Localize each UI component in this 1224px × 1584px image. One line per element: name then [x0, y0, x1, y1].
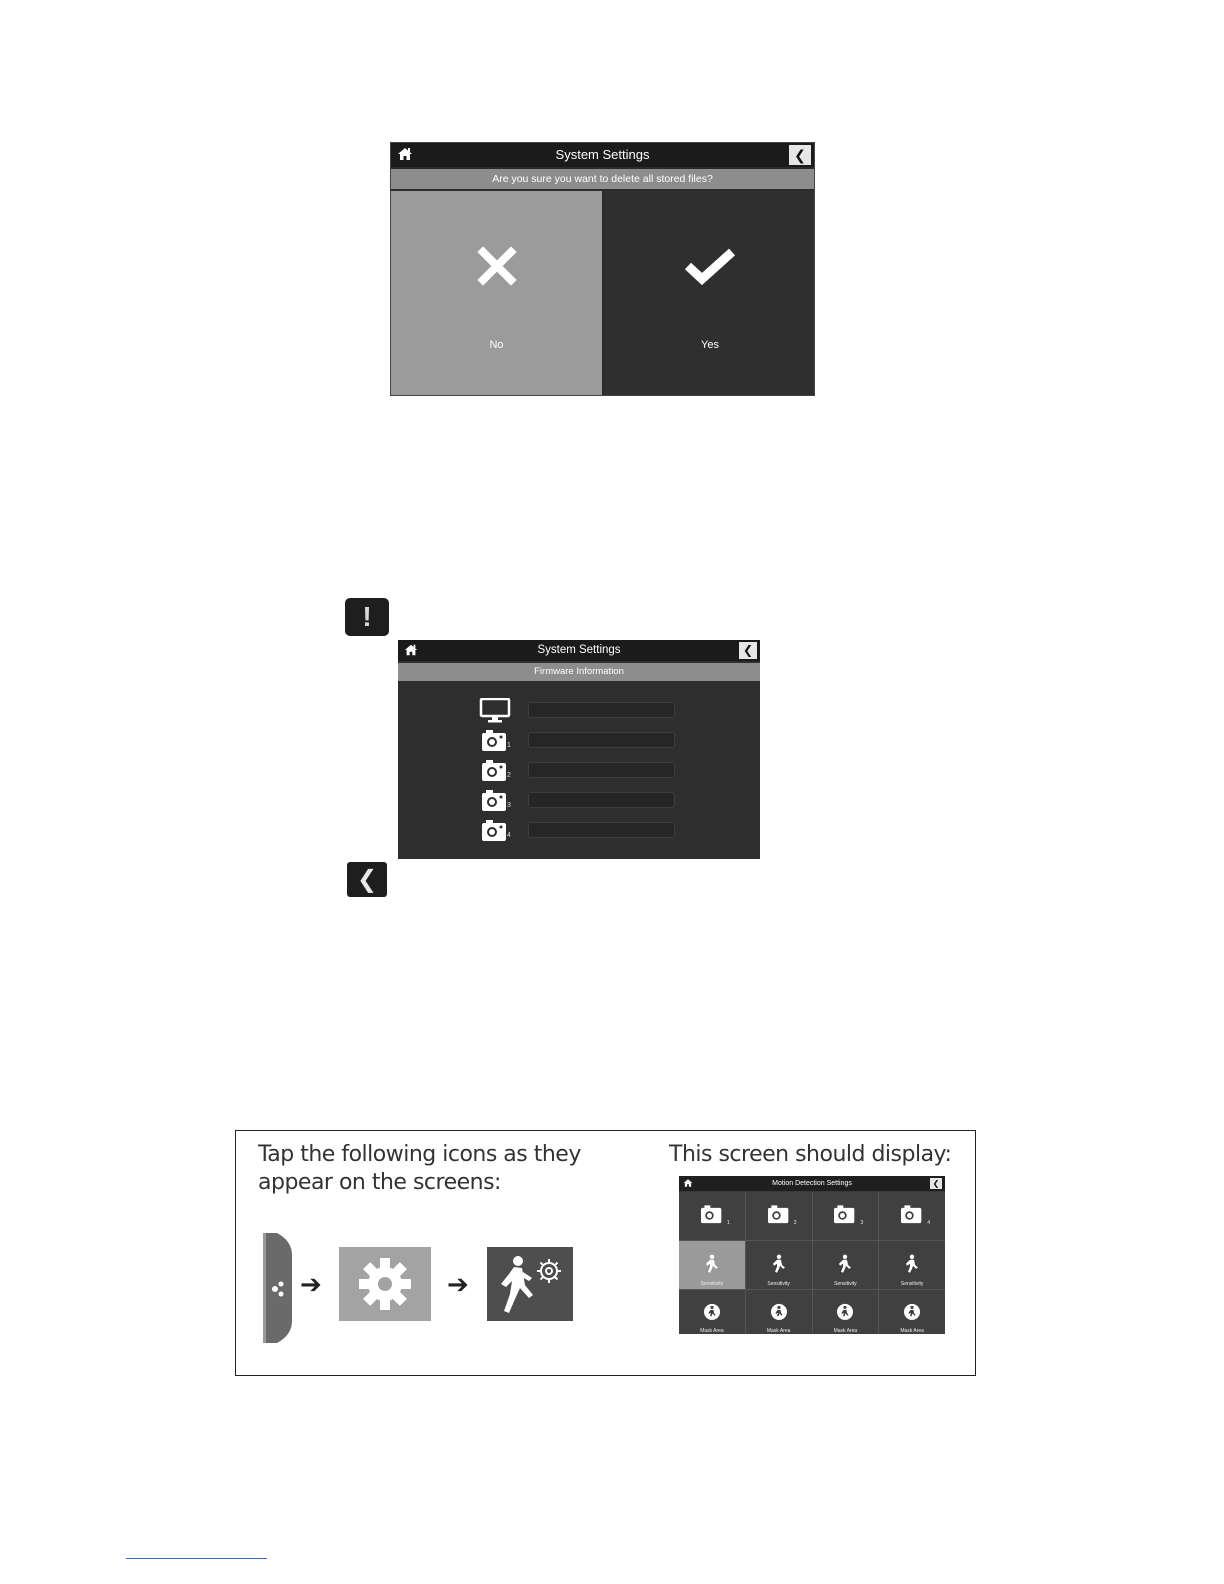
- sensitivity-label: Sensitivity: [700, 1281, 724, 1287]
- motion-settings-icon: [487, 1247, 573, 1321]
- firmware-subtitle: Firmware Information: [398, 663, 760, 681]
- mask-area-icon: [836, 1303, 854, 1321]
- mask-area-label: Mask Area: [766, 1328, 791, 1334]
- sensitivity-tile-4[interactable]: [879, 1241, 945, 1289]
- camera-tile-4[interactable]: [879, 1192, 945, 1240]
- instruction-box: [235, 1130, 976, 1376]
- yes-label: Yes: [701, 339, 719, 351]
- camera-tile-3[interactable]: [813, 1192, 879, 1240]
- mask-area-label: Mask Area: [900, 1328, 924, 1334]
- mask-area-tile-2[interactable]: [746, 1290, 812, 1334]
- camera-tile-1[interactable]: [679, 1192, 745, 1240]
- back-button[interactable]: ❮: [739, 642, 757, 659]
- version-field: [528, 822, 675, 838]
- row-number: 4: [507, 832, 511, 839]
- row-number: 1: [507, 742, 511, 749]
- result-heading: This screen should display:: [669, 1142, 952, 1167]
- sensitivity-tile-3[interactable]: [813, 1241, 879, 1289]
- back-button[interactable]: ❮: [930, 1178, 942, 1189]
- version-field: [528, 702, 675, 718]
- arrow-icon: ➔: [300, 1269, 322, 1299]
- motion-detection-screen: [679, 1176, 945, 1334]
- mask-area-label: Mask Area: [833, 1328, 858, 1334]
- side-tab-icon: [263, 1233, 292, 1343]
- camera-number: 4: [927, 1220, 931, 1226]
- close-icon: [391, 241, 602, 295]
- camera-icon: [764, 1204, 794, 1226]
- sensitivity-label: Sensitivity: [834, 1281, 857, 1287]
- version-field: [528, 762, 675, 778]
- arrow-icon: ➔: [447, 1269, 469, 1299]
- screen-title: System Settings: [537, 644, 621, 656]
- title-bar: [679, 1176, 945, 1191]
- version-field: [528, 732, 675, 748]
- check-icon: [604, 241, 815, 295]
- no-button[interactable]: [391, 191, 602, 396]
- instruction-heading: Tap the following icons as they appear on the screens:: [258, 1142, 581, 1195]
- camera-number: 1: [727, 1220, 730, 1226]
- no-label: No: [489, 339, 504, 351]
- version-field: [528, 792, 675, 808]
- mask-area-tile-4[interactable]: [879, 1290, 945, 1334]
- back-arrow-icon[interactable]: ❮: [347, 862, 387, 897]
- mask-area-icon: [770, 1303, 788, 1321]
- camera-icon: [478, 788, 512, 814]
- title-bar: [391, 143, 814, 167]
- gear-icon: [339, 1247, 431, 1321]
- mask-area-tile-1[interactable]: [679, 1290, 745, 1334]
- screen-title: System Settings: [555, 147, 650, 162]
- yes-button[interactable]: [604, 191, 815, 396]
- motion-icon: [704, 1254, 720, 1274]
- screen-title: Motion Detection Settings: [772, 1180, 852, 1187]
- camera-number: 2: [793, 1220, 797, 1226]
- row-number: 3: [507, 802, 511, 809]
- sensitivity-label: Sensitivity: [900, 1281, 924, 1287]
- row-number: 2: [507, 772, 511, 779]
- motion-icon: [837, 1254, 853, 1274]
- camera-number: 3: [860, 1220, 864, 1226]
- sensitivity-label: Sensitivity: [767, 1281, 790, 1287]
- monitor-icon: [478, 698, 512, 724]
- camera-icon: [897, 1204, 927, 1226]
- title-bar: [398, 640, 760, 661]
- camera-icon: [697, 1204, 727, 1226]
- camera-icon: [478, 818, 512, 844]
- firmware-screen: [398, 640, 760, 859]
- sensitivity-tile-2[interactable]: [746, 1241, 812, 1289]
- camera-icon: [478, 758, 512, 784]
- home-icon[interactable]: [404, 643, 418, 665]
- mask-area-icon: [903, 1303, 921, 1321]
- camera-tile-2[interactable]: [746, 1192, 812, 1240]
- mask-area-tile-3[interactable]: [813, 1290, 879, 1334]
- motion-icon: [904, 1254, 920, 1274]
- mask-area-icon: [703, 1303, 721, 1321]
- motion-icon: [771, 1254, 787, 1274]
- mask-area-label: Mask Area: [700, 1328, 724, 1334]
- footnote-divider: [126, 1558, 267, 1559]
- alert-icon[interactable]: !: [345, 598, 389, 636]
- back-button[interactable]: ❮: [789, 145, 811, 165]
- confirm-question: Are you sure you want to delete all stored files?: [391, 169, 814, 189]
- camera-icon: [478, 728, 512, 754]
- home-icon[interactable]: [397, 146, 413, 170]
- motion-grid: [679, 1192, 945, 1334]
- sensitivity-tile-1[interactable]: [679, 1241, 745, 1289]
- camera-icon: [830, 1204, 860, 1226]
- delete-confirm-screen: [390, 142, 815, 396]
